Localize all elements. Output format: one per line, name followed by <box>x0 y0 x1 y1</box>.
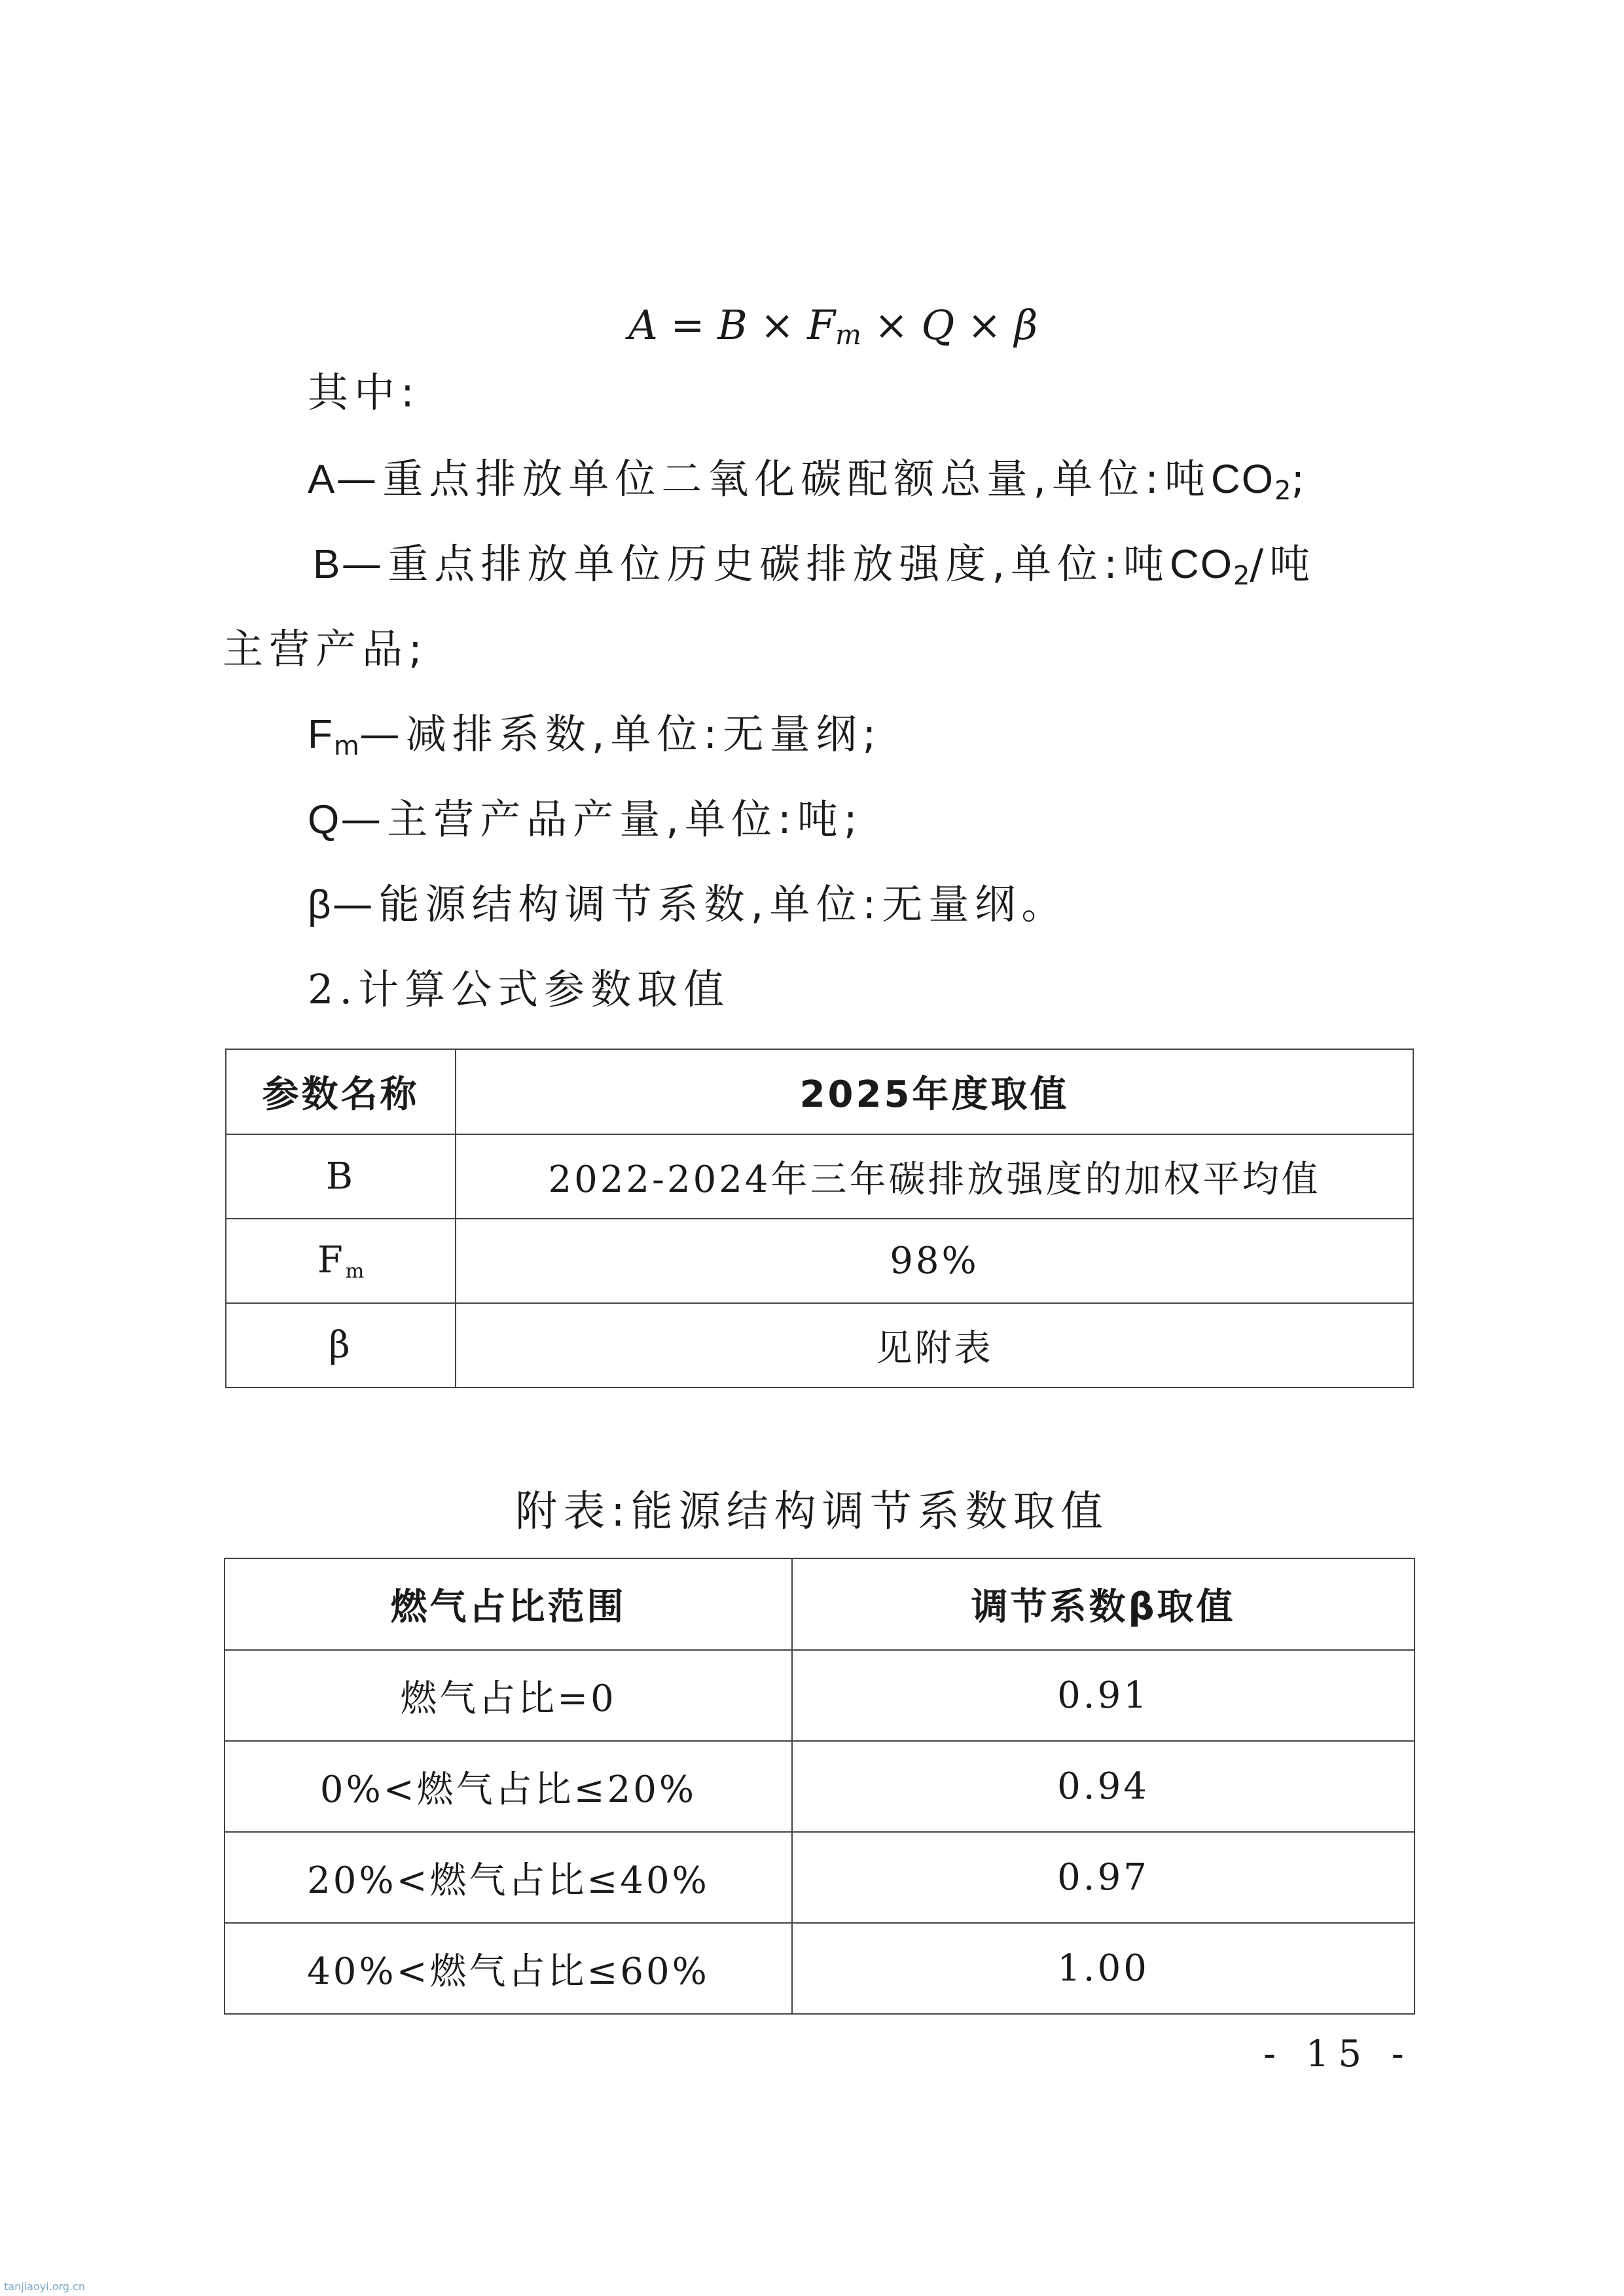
param-name <box>226 1219 456 1303</box>
intro-text: 其中: <box>308 368 420 416</box>
definition-fm-symbol-sub: m <box>333 731 359 761</box>
gas-ratio-range: 0%<燃气占比≤20% <box>225 1741 792 1832</box>
gas-ratio-range: 燃气占比=0 <box>225 1650 792 1741</box>
table-row <box>226 1134 1413 1219</box>
section-heading: 2.计算公式参数取值 <box>308 965 731 1013</box>
allocation-formula <box>628 296 1038 355</box>
definition-q-text: —主营产品产量,单位:吨; <box>340 795 863 843</box>
table-row <box>225 1923 1415 2014</box>
param-name: β <box>226 1303 456 1388</box>
formula-times-3: × <box>954 301 1015 349</box>
params-table-header-row <box>226 1049 1413 1134</box>
appendix-title: 附表:能源结构调节系数取值 <box>515 1488 1109 1536</box>
definition-beta-symbol: β <box>308 882 333 927</box>
appendix-header-value: 调节系数β取值 <box>792 1558 1415 1650</box>
table-row <box>226 1303 1413 1388</box>
params-table <box>225 1049 1414 1388</box>
param-value: 98% <box>456 1219 1413 1303</box>
definition-b-tail: /吨 <box>1250 540 1316 588</box>
table-row <box>225 1832 1415 1923</box>
definition-b-text: —重点排放单位历史碳排放强度,单位:吨 <box>341 540 1170 588</box>
definition-a-symbol: A <box>308 457 336 502</box>
beta-value: 1.00 <box>792 1923 1415 2014</box>
formula-b: B <box>717 301 748 349</box>
params-header-value: 2025年度取值 <box>456 1049 1413 1134</box>
beta-value: 0.91 <box>792 1650 1415 1741</box>
params-header-name: 参数名称 <box>226 1049 456 1134</box>
formula-beta: β <box>1014 301 1038 349</box>
definition-q-symbol: Q <box>308 797 341 842</box>
table-row <box>225 1741 1415 1832</box>
definition-q <box>308 793 863 846</box>
table-row <box>225 1650 1415 1741</box>
param-name-sub: m <box>345 1260 365 1283</box>
watermark: tanjiaoyi.org.cn <box>4 2280 85 2293</box>
definition-beta <box>308 878 1068 931</box>
definition-a-unit-sub: 2 <box>1274 476 1291 506</box>
appendix-header-range: 燃气占比范围 <box>225 1558 792 1650</box>
definition-a <box>308 453 1310 517</box>
definition-b <box>313 538 1316 602</box>
definition-b-unit-sub: 2 <box>1233 561 1250 591</box>
param-name-symbol: F <box>317 1239 346 1282</box>
param-value: 见附表 <box>456 1303 1413 1388</box>
page-number: - 15 - <box>1263 2033 1413 2075</box>
formula-times-1: × <box>747 301 808 349</box>
definition-fm <box>308 708 882 772</box>
table-row <box>226 1219 1413 1303</box>
beta-value: 0.97 <box>792 1832 1415 1923</box>
definition-b-symbol: B <box>313 542 342 587</box>
definition-a-unit: CO <box>1210 457 1274 502</box>
formula-equals: = <box>657 301 718 349</box>
gas-ratio-range: 40%<燃气占比≤60% <box>225 1923 792 2014</box>
formula-f-sub: m <box>835 319 861 351</box>
param-value: 2022-2024年三年碳排放强度的加权平均值 <box>456 1134 1413 1219</box>
definition-b-continuation: 主营产品; <box>223 625 428 673</box>
definition-a-tail: ; <box>1291 455 1311 503</box>
formula-times-2: × <box>861 301 922 349</box>
definition-a-text: —重点排放单位二氧化碳配额总量,单位:吨 <box>336 455 1211 503</box>
definition-b-unit: CO <box>1169 542 1233 587</box>
formula-f: F <box>807 301 836 349</box>
formula-q: Q <box>921 301 955 349</box>
definition-beta-text: —能源结构调节系数,单位:无量纲。 <box>332 880 1068 928</box>
definition-fm-symbol: F <box>308 712 334 757</box>
definition-fm-text: —减排系数,单位:无量纲; <box>359 710 882 758</box>
appendix-table <box>224 1558 1415 2015</box>
gas-ratio-range: 20%<燃气占比≤40% <box>225 1832 792 1923</box>
beta-value: 0.94 <box>792 1741 1415 1832</box>
param-name: B <box>226 1134 456 1219</box>
formula-lhs: A <box>628 301 658 349</box>
appendix-table-header-row <box>225 1558 1415 1650</box>
